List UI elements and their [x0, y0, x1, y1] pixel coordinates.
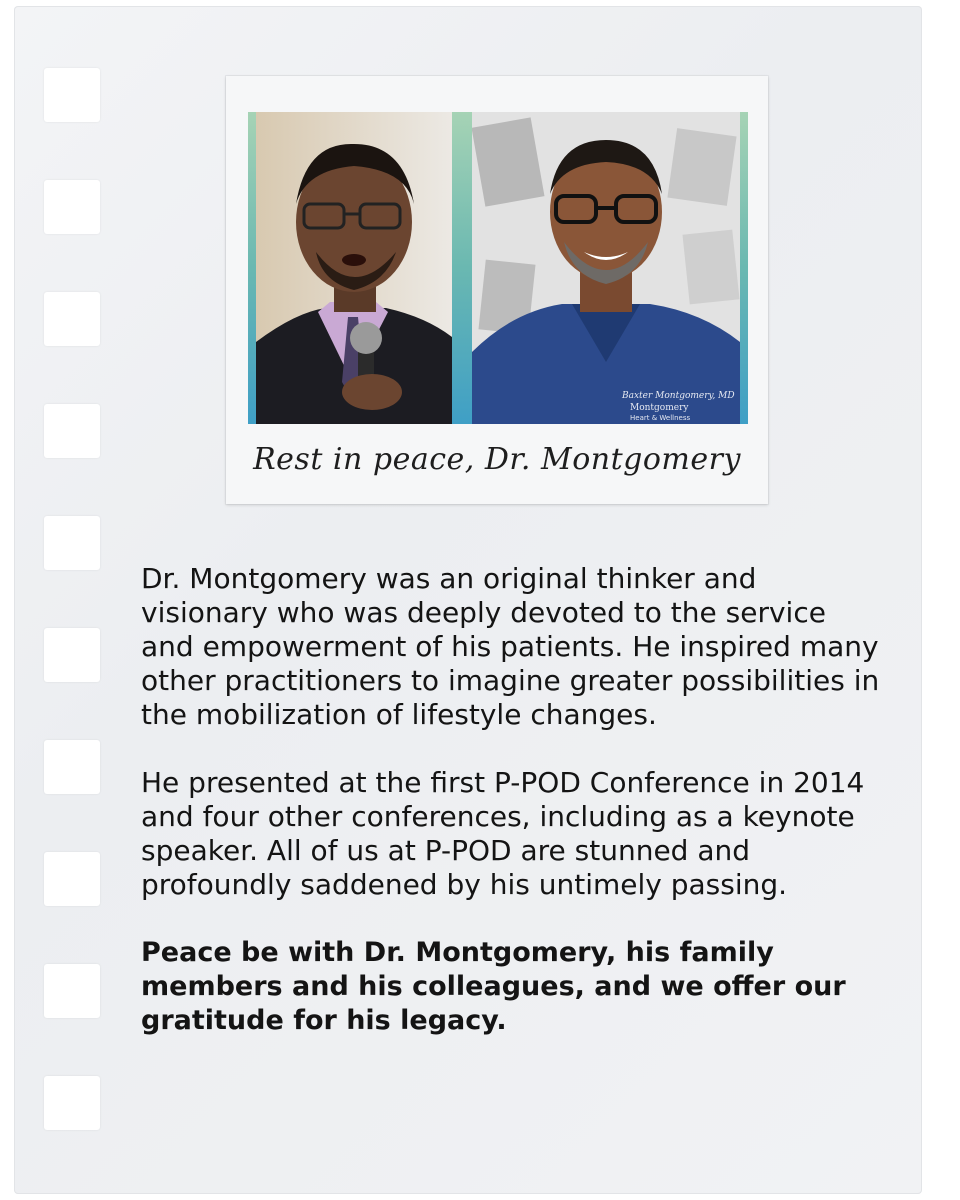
binder-hole [44, 292, 100, 346]
scrubs-clinic-embroidery: Montgomery [630, 403, 689, 413]
photo-caption: Rest in peace, Dr. Montgomery [253, 442, 741, 477]
photo-collage [248, 112, 748, 424]
scrubs-name-embroidery: Baxter Montgomery, MD [622, 391, 735, 401]
portrait-scrubs-photo [472, 112, 740, 424]
tribute-text [141, 562, 881, 1072]
closing-paragraph: Peace be with Dr. Montgomery, his family members and his colleagues, and we offer our gratitude for his legacy. [141, 937, 846, 1036]
portrait-speaking-photo [256, 112, 452, 424]
binder-hole [44, 852, 100, 906]
tribute-paragraph: Dr. Montgomery was an original thinker and visionary who was deeply devoted to the service and empowerment of his patients. He inspired many other practitioners to imagine greater possibilities in the mobilization of lifestyle changes. [141, 562, 880, 731]
binder-hole [44, 404, 100, 458]
binder-hole [44, 180, 100, 234]
binder-hole [44, 628, 100, 682]
binder-hole [44, 1076, 100, 1130]
tribute-paragraph: He presented at the first P-POD Conference in 2014 and four other conferences, including as a keynote speaker. All of us at P-POD are stunned and profoundly saddened by his untimely passing. [141, 766, 865, 901]
binder-holes [44, 0, 104, 1200]
scrubs-subtitle-embroidery: Heart & Wellness [630, 414, 691, 422]
binder-hole [44, 964, 100, 1018]
binder-hole [44, 516, 100, 570]
binder-hole [44, 68, 100, 122]
photo-frame [226, 76, 768, 504]
binder-hole [44, 740, 100, 794]
